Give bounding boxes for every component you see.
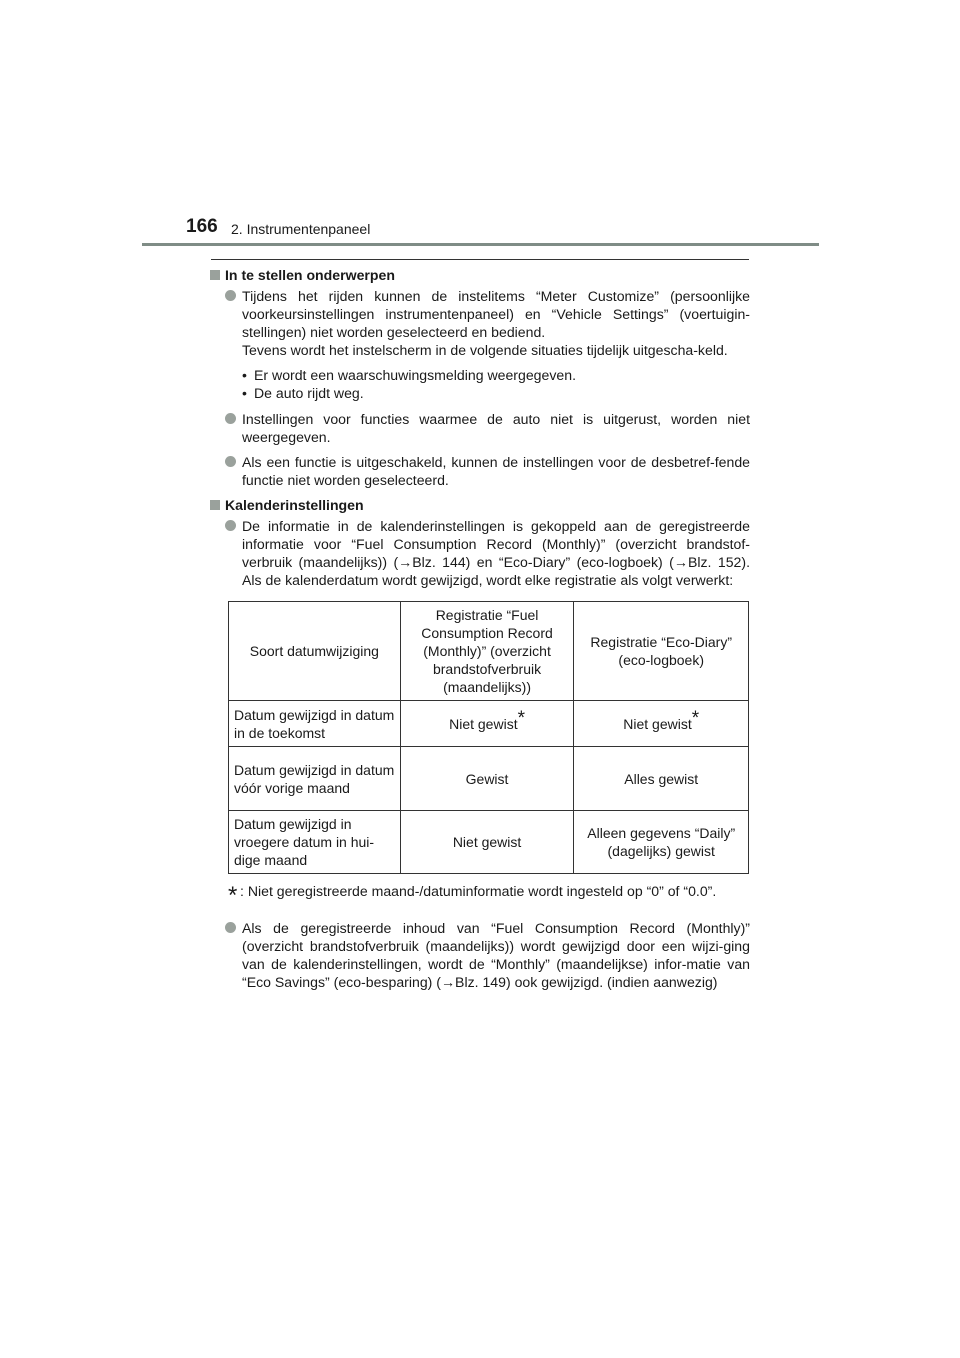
- round-bullet-icon: [225, 456, 236, 467]
- section-heading-settings: [210, 266, 750, 284]
- table-row: [229, 701, 749, 747]
- date-change-table: [228, 601, 749, 874]
- table-header-cell: Soort datumwijziging: [229, 602, 401, 701]
- content-rule: [211, 259, 749, 260]
- asterisk-mark: *: [691, 707, 700, 729]
- paragraph: Instellingen voor functies waarmee de auto niet is uitgerust, worden niet weergegeven.: [242, 411, 750, 445]
- list-marker: •: [242, 385, 247, 401]
- list-item: • De auto rijdt weg.: [242, 385, 364, 401]
- footnote-asterisk: *: [228, 882, 238, 909]
- paragraph: De informatie in de kalenderinstellingen is gekoppeld aan de geregistreerde informatie voor “Fuel Consumption Record (Monthly)” (overzicht brandstof-verbruik (maandelijks)) (→Blz. 144) en “Eco-Diary” (eco-logboek) (→Blz. 152). Als de kalenderdatum wordt gewijzigd, wordt elke registratie als volgt verwerkt:: [242, 518, 750, 588]
- table-header-cell: Registratie “Fuel Consumption Record (Monthly)” (overzicht brandstofverbruik (maandelijks)): [400, 602, 574, 701]
- paragraph: Als de geregistreerde inhoud van “Fuel Consumption Record (Monthly)” (overzicht brandstofverbruik (maandelijks)) wordt gewijzigd door een wijzi-ging van de kalenderinstellingen, wordt de “Monthly” (maandelijkse) infor-matie van “Eco Savings” (eco-besparing) (→Blz. 149) ook gewijzigd. (indien aanwezig): [242, 920, 750, 990]
- table-row: [229, 747, 749, 811]
- table-cell: Datum gewijzigd in datum in de toekomst: [229, 701, 401, 747]
- table-cell: Alleen gegevens “Daily” (dagelijks) gewist: [574, 811, 749, 874]
- round-bullet-icon: [225, 290, 236, 301]
- sub-list: [240, 366, 750, 402]
- table-header-row: [229, 602, 749, 701]
- bullet-item: [210, 517, 750, 589]
- list-item: • Er wordt een waarschuwingsmelding weergegeven.: [242, 367, 576, 383]
- paragraph: Tijdens het rijden kunnen de instelitems “Meter Customize” (persoonlijke voorkeursinstellingen instrumentenpaneel) en “Vehicle Settings” (voertuigin-stellingen) niet worden geselecteerd en bediend.: [242, 288, 750, 340]
- paragraph: Tevens wordt het instelscherm in de volgende situaties tijdelijk uitgescha-keld.: [242, 342, 728, 358]
- table-cell: Datum gewijzigd in datum vóór vorige maand: [229, 747, 401, 811]
- list-marker: •: [242, 367, 247, 383]
- bullet-item: [210, 410, 750, 446]
- running-head: 2. Instrumentenpaneel: [231, 221, 371, 237]
- round-bullet-icon: [225, 413, 236, 424]
- page-number: 166: [186, 216, 218, 237]
- bullet-item: [210, 287, 750, 359]
- round-bullet-icon: [225, 922, 236, 933]
- table-cell: Alles gewist: [574, 747, 749, 811]
- table-cell: Datum gewijzigd in vroegere datum in hui-dige maand: [229, 811, 401, 874]
- table-cell: Niet gewist*: [574, 701, 749, 747]
- paragraph: Als een functie is uitgeschakeld, kunnen de instellingen voor de desbetref-fende functie niet worden geselecteerd.: [242, 454, 750, 488]
- square-bullet-icon: [210, 500, 220, 510]
- section-title: Kalenderinstellingen: [225, 497, 364, 513]
- round-bullet-icon: [225, 520, 236, 531]
- table-row: [229, 811, 749, 874]
- asterisk-mark: *: [517, 707, 525, 729]
- footnote: [228, 882, 748, 907]
- table-header-cell: Registratie “Eco-Diary” (eco-logboek): [574, 602, 749, 701]
- table-cell: Niet gewist: [400, 811, 574, 874]
- footnote-text: : Niet geregistreerde maand-/datuminformatie wordt ingesteld op “0” of “0.0”.: [240, 883, 717, 899]
- bullet-item: [210, 453, 750, 489]
- section-heading-calendar: [210, 496, 750, 514]
- section-title: In te stellen onderwerpen: [225, 267, 395, 283]
- square-bullet-icon: [210, 270, 220, 280]
- header-rule: [142, 243, 819, 246]
- bullet-item: [210, 919, 750, 991]
- table-cell: Gewist: [400, 747, 574, 811]
- page-content: [210, 266, 750, 998]
- table-cell: Niet gewist*: [400, 701, 574, 747]
